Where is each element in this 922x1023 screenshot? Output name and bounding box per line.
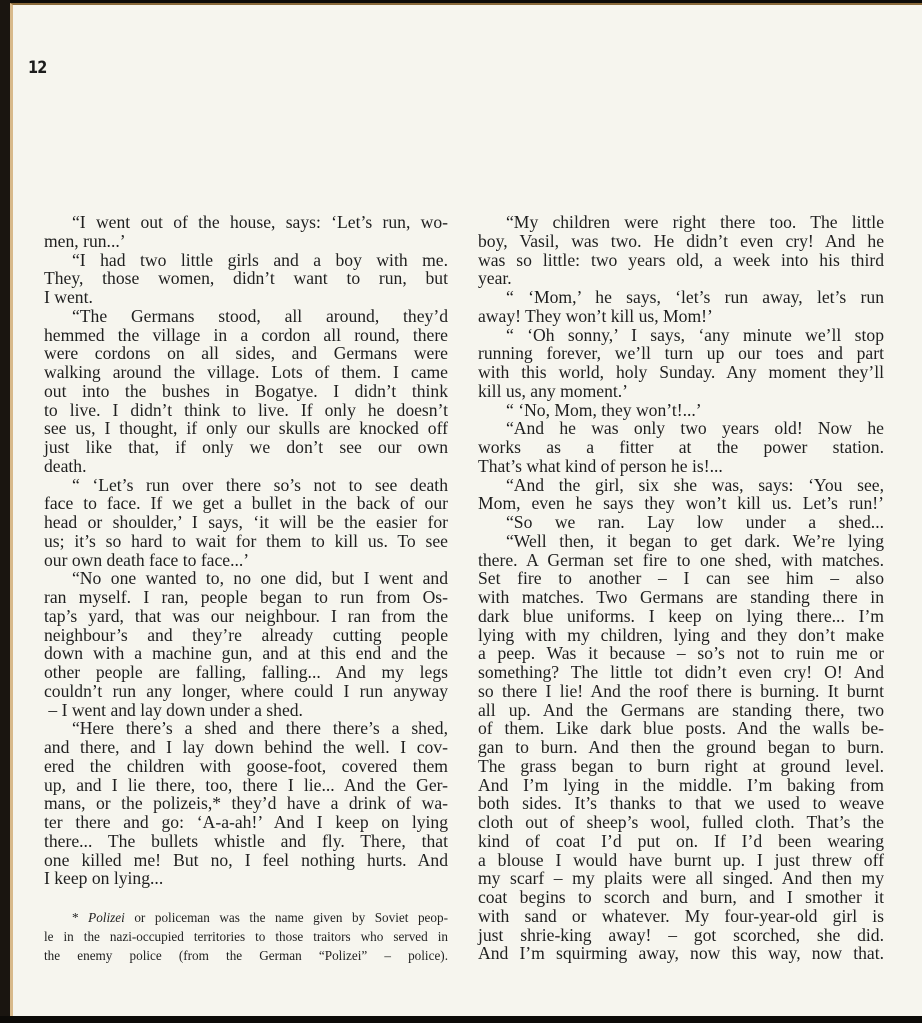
- text-line: us; it’s so hard to wait for them to kill us. To see: [44, 530, 448, 551]
- text-line: I went.: [44, 287, 93, 307]
- footnote-term: Polizei: [88, 910, 125, 925]
- text-line: and there, and I lay down behind the well. I cov-: [44, 737, 448, 757]
- text-line: “And the girl, six she was, says: ‘You see,: [506, 474, 884, 495]
- text-line: I keep on lying...: [44, 868, 164, 889]
- text-line: “ ‘Oh sonny,’ I says, ‘any minute we’ll stop: [506, 324, 884, 345]
- text-line: other people are falling, falling... And my legs: [44, 662, 448, 682]
- footnote-line: le in the nazi-occupied territories to those traitors who served in: [44, 929, 448, 944]
- text-line: “I had two little girls and a boy with me.: [72, 249, 448, 270]
- text-line: – I went and lay down under a shed.: [44, 699, 303, 720]
- page-bottom-edge: [0, 1016, 922, 1023]
- text-line: all up. And the Germans are standing there, two: [478, 699, 884, 720]
- text-line: there. A German set fire to one shed, with matches.: [478, 549, 884, 570]
- text-line: “The Germans stood, all around, they’d: [72, 305, 448, 326]
- text-line: my scarf – my plaits were all singed. And then my: [478, 868, 884, 889]
- text-line: men, run...’: [44, 230, 126, 251]
- text-line: kind of coat I’d put on. If I’d been wearing: [478, 830, 884, 851]
- text-line: both sides. It’s thanks to that we used to weave: [478, 793, 884, 814]
- text-line: of them. Like dark blue posts. And the walls be-: [478, 718, 884, 739]
- text-line: our own death face to face...’: [44, 549, 250, 570]
- text-line: with sand or whatever. My four-year-old girl is: [478, 905, 884, 926]
- text-line: “No one wanted to, no one did, but I went and: [72, 568, 448, 589]
- text-line: And I’m squirming away, now this way, now that.: [478, 943, 884, 964]
- text-line: one killed me! But no, I feel nothing hurts. And: [44, 849, 448, 870]
- text-line: That’s what kind of person he is!...: [478, 455, 723, 476]
- footnote-line: [44, 908, 448, 927]
- text-line: works as a fitter at the power station.: [478, 437, 884, 457]
- text-line: death.: [44, 455, 87, 476]
- text-line: tap’s yard, that was our neighbour. I ran from the: [44, 605, 448, 626]
- text-line: couldn’t run any longer, where could I run anyway: [44, 680, 448, 701]
- text-line: “So we ran. Lay low under a shed...: [506, 512, 884, 532]
- footnote: [44, 908, 448, 965]
- text-line: so there I lie! And the roof there is burning. It burnt: [478, 680, 884, 701]
- text-line: head or shoulder,’ I says, ‘it will be the easier for: [44, 512, 448, 532]
- text-line: lying with my children, lying and they don’t make: [478, 624, 884, 645]
- text-line: just shrie-king away! – got scorched, she did.: [478, 924, 884, 945]
- text-line: with this world, holy Sunday. Any moment they’ll: [478, 362, 884, 382]
- text-line: a peep. Was it because – so’s not to ruin me or: [478, 643, 884, 664]
- text-line: dark blue uniforms. I keep on lying there... I’m: [478, 605, 884, 626]
- text-line: “Here there’s a shed and there there’s a shed,: [72, 718, 448, 739]
- text-line: “ ‘Mom,’ he says, ‘let’s run away, let’s run: [506, 287, 884, 307]
- left-text-column: [44, 213, 448, 888]
- text-line: ran myself. I ran, people began to run from Os-: [44, 587, 448, 607]
- text-line: up, and I lie there, too, there I lie... And the Ger-: [44, 774, 448, 795]
- text-line: away! They won’t kill us, Mom!’: [478, 305, 713, 326]
- text-line: walking around the village. Lots of them. I came: [44, 362, 448, 382]
- text-line: down with a machine gun, and at this end and the: [44, 643, 448, 664]
- text-line: “ ‘Let’s run over there so’s not to see death: [72, 474, 448, 495]
- footnote-text: or policeman was the name given by Soviet peop-: [124, 910, 448, 925]
- page-number: 12: [28, 58, 47, 78]
- text-line: see us, I thought, if only our skulls are knocked off: [44, 418, 448, 439]
- text-line: were cordons on all sides, and Germans were: [44, 343, 448, 364]
- text-line: a blouse I would have burnt up. I just threw off: [478, 849, 884, 870]
- text-line: “I went out of the house, says: ‘Let’s run, wo-: [72, 212, 448, 232]
- text-line: Mom, even he says they won’t kill us. Let’s run!’: [478, 493, 884, 514]
- text-line: boy, Vasil, was two. He didn’t even cry! And he: [478, 230, 884, 251]
- text-line: cloth out of sheep’s wool, fulled cloth. That’s the: [478, 812, 884, 832]
- text-line: face to face. If we get a bullet in the back of our: [44, 493, 448, 514]
- text-line: to live. I didn’t think to live. If only he doesn’t: [44, 399, 448, 420]
- text-line: ered the children with goose-foot, covered them: [44, 755, 448, 776]
- book-spine-edge: [0, 0, 10, 1023]
- text-line: was so little: two years old, a week into his third: [478, 249, 884, 270]
- right-text-column: [478, 213, 884, 963]
- text-line: kill us, any moment.’: [478, 380, 629, 401]
- text-line: “Well then, it began to get dark. We’re lying: [506, 530, 884, 551]
- text-line: with matches. Two Germans are standing there in: [478, 587, 884, 607]
- text-line: year.: [478, 268, 512, 289]
- text-line: gan to burn. And then the ground began to burn.: [478, 737, 884, 757]
- text-line: coat begins to scorch and burn, and I smother it: [478, 887, 884, 907]
- text-line: running forever, we’ll turn up our toes and part: [478, 343, 884, 364]
- text-line: hemmed the village in a cordon all round, there: [44, 324, 448, 345]
- text-line: mans, or the polizeis,* they’d have a drink of wa-: [44, 793, 448, 814]
- text-line: The grass began to burn right at ground level.: [478, 755, 884, 776]
- text-line: “My children were right there too. The little: [506, 212, 884, 232]
- text-line: neighbour’s and they’re already cutting people: [44, 624, 448, 645]
- text-line: out into the bushes in Bogatye. I didn’t think: [44, 380, 448, 401]
- text-line: ter there and go: ‘A-a-ah!’ And I keep on lying: [44, 812, 448, 832]
- text-line: something? The little tot didn’t even cry! O! And: [478, 662, 884, 682]
- text-line: “And he was only two years old! Now he: [506, 418, 884, 439]
- footnote-line: the enemy police (from the German “Polizei” – police).: [44, 948, 448, 963]
- text-line: there... The bullets whistle and fly. There, that: [44, 830, 448, 851]
- text-line: “ ‘No, Mom, they won’t!...’: [506, 399, 702, 420]
- footnote-marker: *: [72, 910, 79, 925]
- text-line: just like that, if only we don’t see our own: [44, 437, 448, 457]
- text-line: They, those women, didn’t want to run, but: [44, 268, 448, 289]
- text-line: Set fire to another – I can see him – also: [478, 568, 884, 589]
- text-line: And I’m lying in the middle. I’m baking from: [478, 774, 884, 795]
